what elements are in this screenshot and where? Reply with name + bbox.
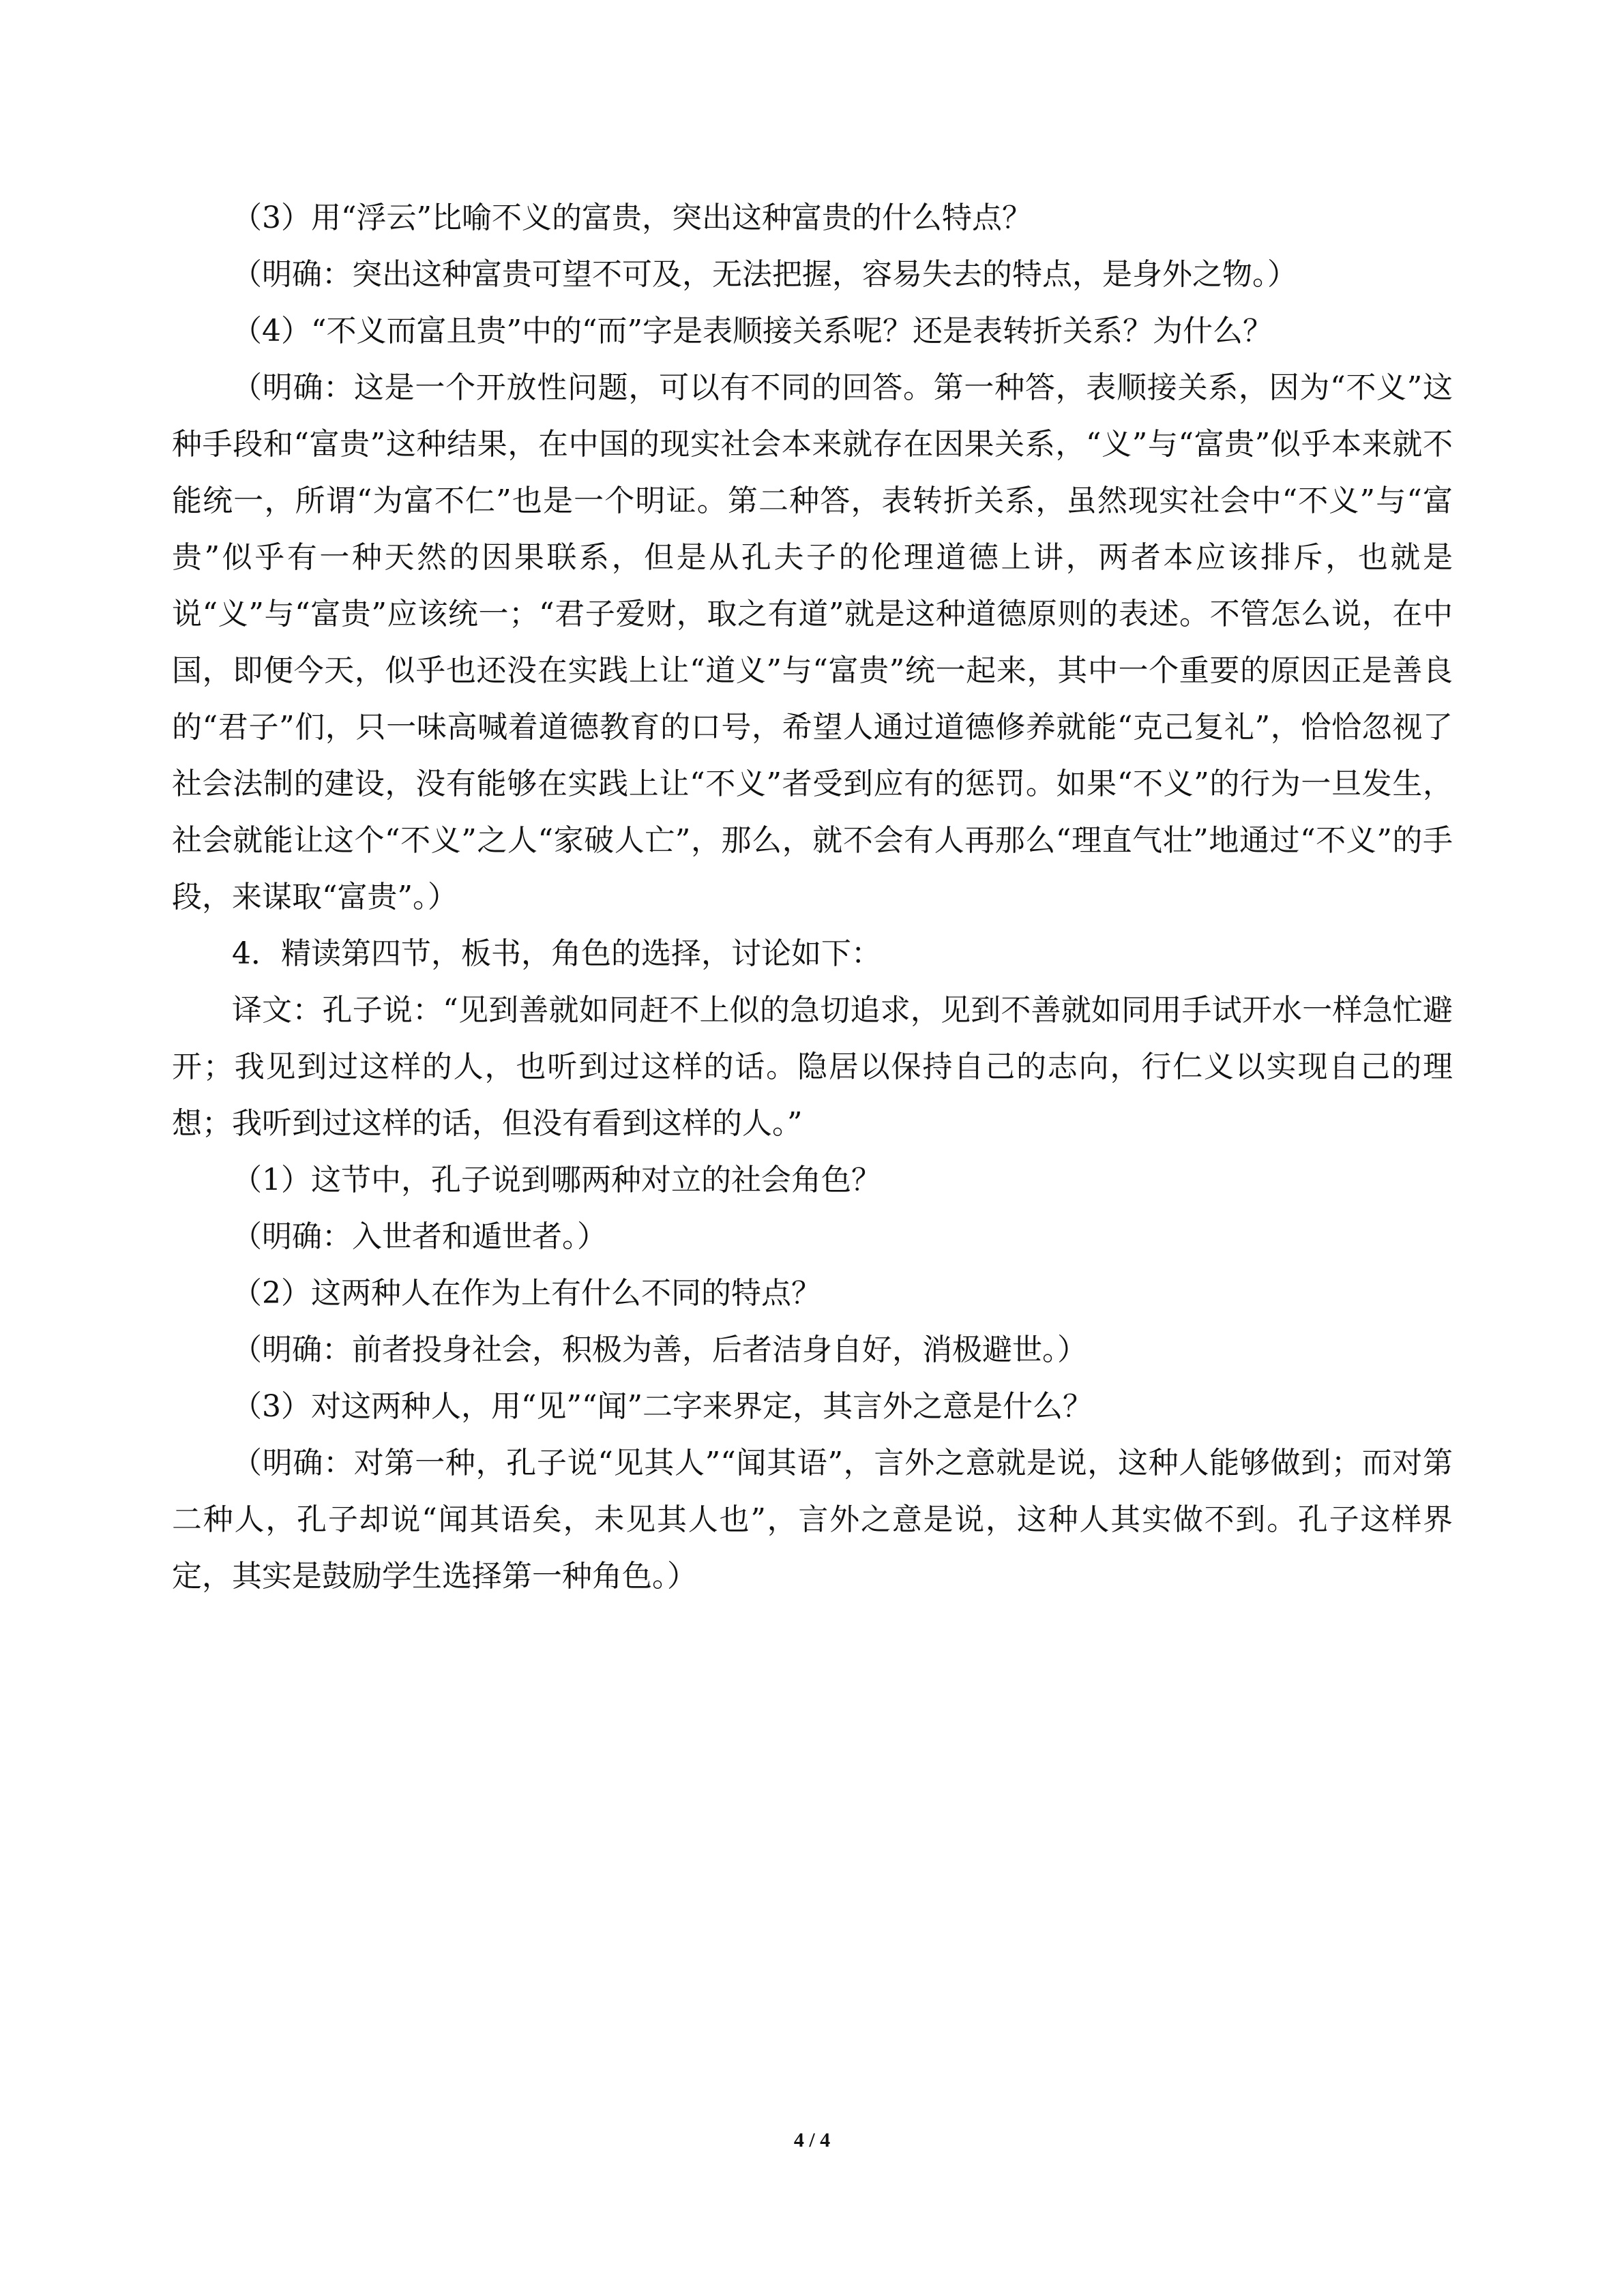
question-3-heading: （3）用“浮云”比喻不义的富贵，突出这种富贵的什么特点？ <box>232 200 1032 235</box>
page-number: 4 / 4 <box>793 2129 831 2151</box>
section4-answer-2: （明确：前者投身社会，积极为善，后者洁身自好，消极避世。） <box>232 1332 1087 1367</box>
answer-3: （明确：突出这种富贵可望不可及，无法把握，容易失去的特点，是身外之物。） <box>232 257 1297 292</box>
answer-4: （明确：这是一个开放性问题，可以有不同的回答。第一种答，表顺接关系，因为“不义”这种手段和“富贵”这种结果，在中国的现实社会本来就存在因果关系，“义”与“富贵”似乎本来就不能统一，所谓“为富不仁”也是一个明证。第二种答，表转折关系，虽然现实社会中“不义”与“富贵”似乎有一种天然的因果联系，但是从孔夫子的伦理道德上讲，两者本应该排斥，也就是说“义”与“富贵”应该统一；“君子爱财，取之有道”就是这种道德原则的表述。不管怎么说，在中国，即便今天，似乎也还没在实践上让“道义”与“富贵”统一起来，其中一个重要的原因正是善良的“君子”们，只一味高喊着道德教育的口号，希望人通过道德修养就能“克己复礼”，恰恰忽视了社会法制的建设，没有能够在实践上让“不义”者受到应有的惩罚。如果“不义”的行为一旦发生，社会就能让这个“不义”之人“家破人亡”，那么，就不会有人再那么“理直气壮”地通过“不义”的手段，来谋取“富贵”。） <box>172 370 1453 914</box>
translation-paragraph: 译文：孔子说：“见到善就如同赶不上似的急切追求，见到不善就如同用手试开水一样急忙避开；我见到过这样的人，也听到过这样的话。隐居以保持自己的志向，行仁义以实现自己的理想；我听到过这样的话，但没有看到这样的人。” <box>172 993 1453 1141</box>
section4-answer-3: （明确：对第一种，孔子说“见其人”“闻其语”，言外之意就是说，这种人能够做到；而对第二种人，孔子却说“闻其语矣，未见其人也”，言外之意是说，这种人其实做不到。孔子这样界定，其实是鼓励学生选择第一种角色。） <box>172 1446 1453 1594</box>
section4-question-2: （2）这两种人在作为上有什么不同的特点？ <box>232 1276 821 1311</box>
section-4-heading: 4．精读第四节，板书，角色的选择，讨论如下： <box>232 936 881 971</box>
section4-question-3: （3）对这两种人，用“见”“闻”二字来界定，其言外之意是什么？ <box>232 1389 1093 1424</box>
section4-question-1: （1）这节中，孔子说到哪两种对立的社会角色？ <box>232 1163 881 1197</box>
question-4-heading: （4）“不义而富且贵”中的“而”字是表顺接关系呢？还是表转折关系？为什么？ <box>232 314 1273 348</box>
section4-answer-1: （明确：入世者和遁世者。） <box>232 1219 607 1254</box>
document-body <box>172 190 1453 1605</box>
